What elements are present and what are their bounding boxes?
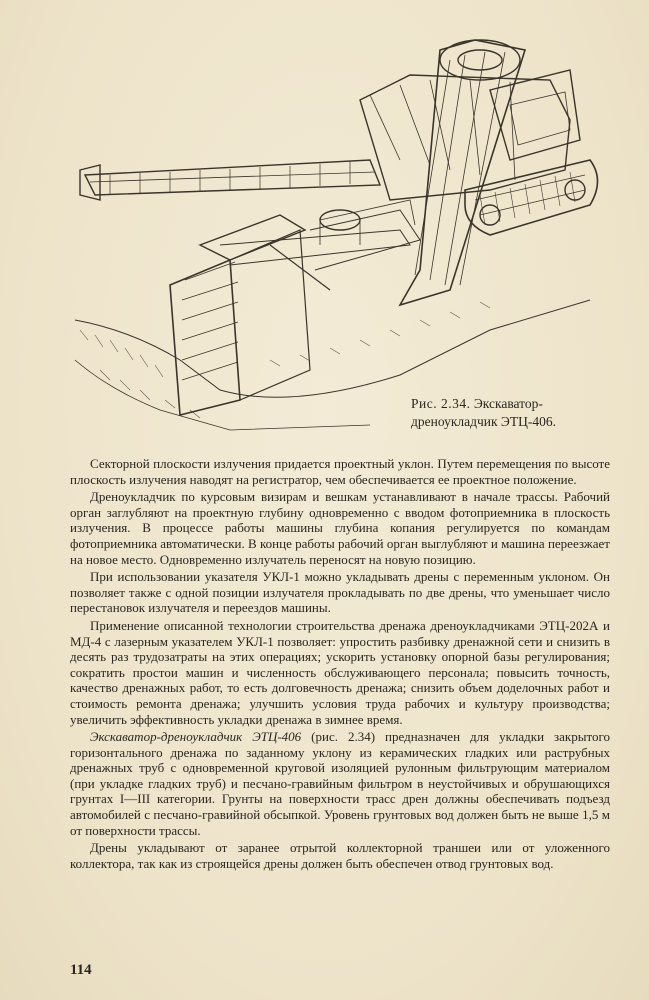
figure-number: Рис. 2.34. (411, 396, 471, 411)
excavator-drawing (70, 30, 615, 440)
paragraph (70, 840, 610, 871)
paragraph-text: Дреноукладчик по курсовым визирам и вешкам устанавливают в начале трассы. Рабочий орган заглубляют на проектную глубину одновременно с вводом фотоприемника в плоскость излучения. В процессе работы машины глубина копания регулируется по командам фотоприемника автоматически. В конце работы рабочий орган выглубляют и машина переезжает на новое место. Одновременно излучатель переносят на новую позицию. (70, 489, 610, 567)
paragraph-text: Дрены укладывают от заранее отрытой коллекторной траншеи или от уложенного коллектора, так как из строящейся дрены должен быть обеспечен отвод грунтовых вод. (70, 840, 610, 871)
figure-caption (411, 395, 621, 431)
paragraph-text: Секторной плоскости излучения придается проектный уклон. Путем перемещения по высоте плоскость излучения наводят на регистратор, чем обеспечивается ее проектное положение. (70, 456, 610, 487)
paragraph (70, 569, 610, 616)
paragraph (70, 618, 610, 727)
page-number: 114 (70, 962, 92, 978)
paragraph (70, 489, 610, 567)
paragraph (70, 729, 610, 838)
excavator-illustration (70, 30, 615, 440)
body-text (70, 456, 610, 871)
figure-title: Экскаватор-дреноукладчик ЭТЦ-406. (411, 396, 556, 429)
paragraph-text: При использовании указателя УКЛ-1 можно укладывать дрены с переменным уклоном. Он позволяет также с одной позиции излучателя прокладывать по две дрены, что уменьшает число перестановок излучателя и переездов машины. (70, 569, 610, 616)
paragraph (70, 456, 610, 487)
paragraph-text: Применение описанной технологии строительства дренажа дреноукладчиками ЭТЦ-202А и МД-4 с лазерным указателем УКЛ-1 позволяет: упростить разбивку дренажной сети и снизить в десять раз трудозатраты на этих операциях; ускорить установку опорной базы регулирования; сократить простои машин и численность обслуживающего персонала; повысить точность, качество дренажных работ, то есть долговечность дренажа; снизить объем доделочных работ и стоимость ремонта дренажа; улучшить условия труда рабочих и культуру производства; увеличить эффективность укладки дренажа в зимнее время. (70, 617, 610, 727)
paragraph-italic-term: Экскаватор-дреноукладчик ЭТЦ-406 (90, 729, 302, 745)
paragraph-text: (рис. 2.34) предназначен для укладки закрытого горизонтального дренажа по заданному уклону из керамических гладких или раструбных дренажных труб с одновременной круговой изоляцией рулонным фильтрующим материалом (при укладке гладких труб) и песчано-гравийным фильтром в неустойчивых и обрушающихся грунтах I—III категории. Грунты на поверхности трасс дрен должны обеспечивать подъезд автомобилей с песчано-гравийной обсыпкой. Уровень грунтовых вод должен быть не выше 1,5 м от поверхности трассы. (70, 729, 610, 838)
